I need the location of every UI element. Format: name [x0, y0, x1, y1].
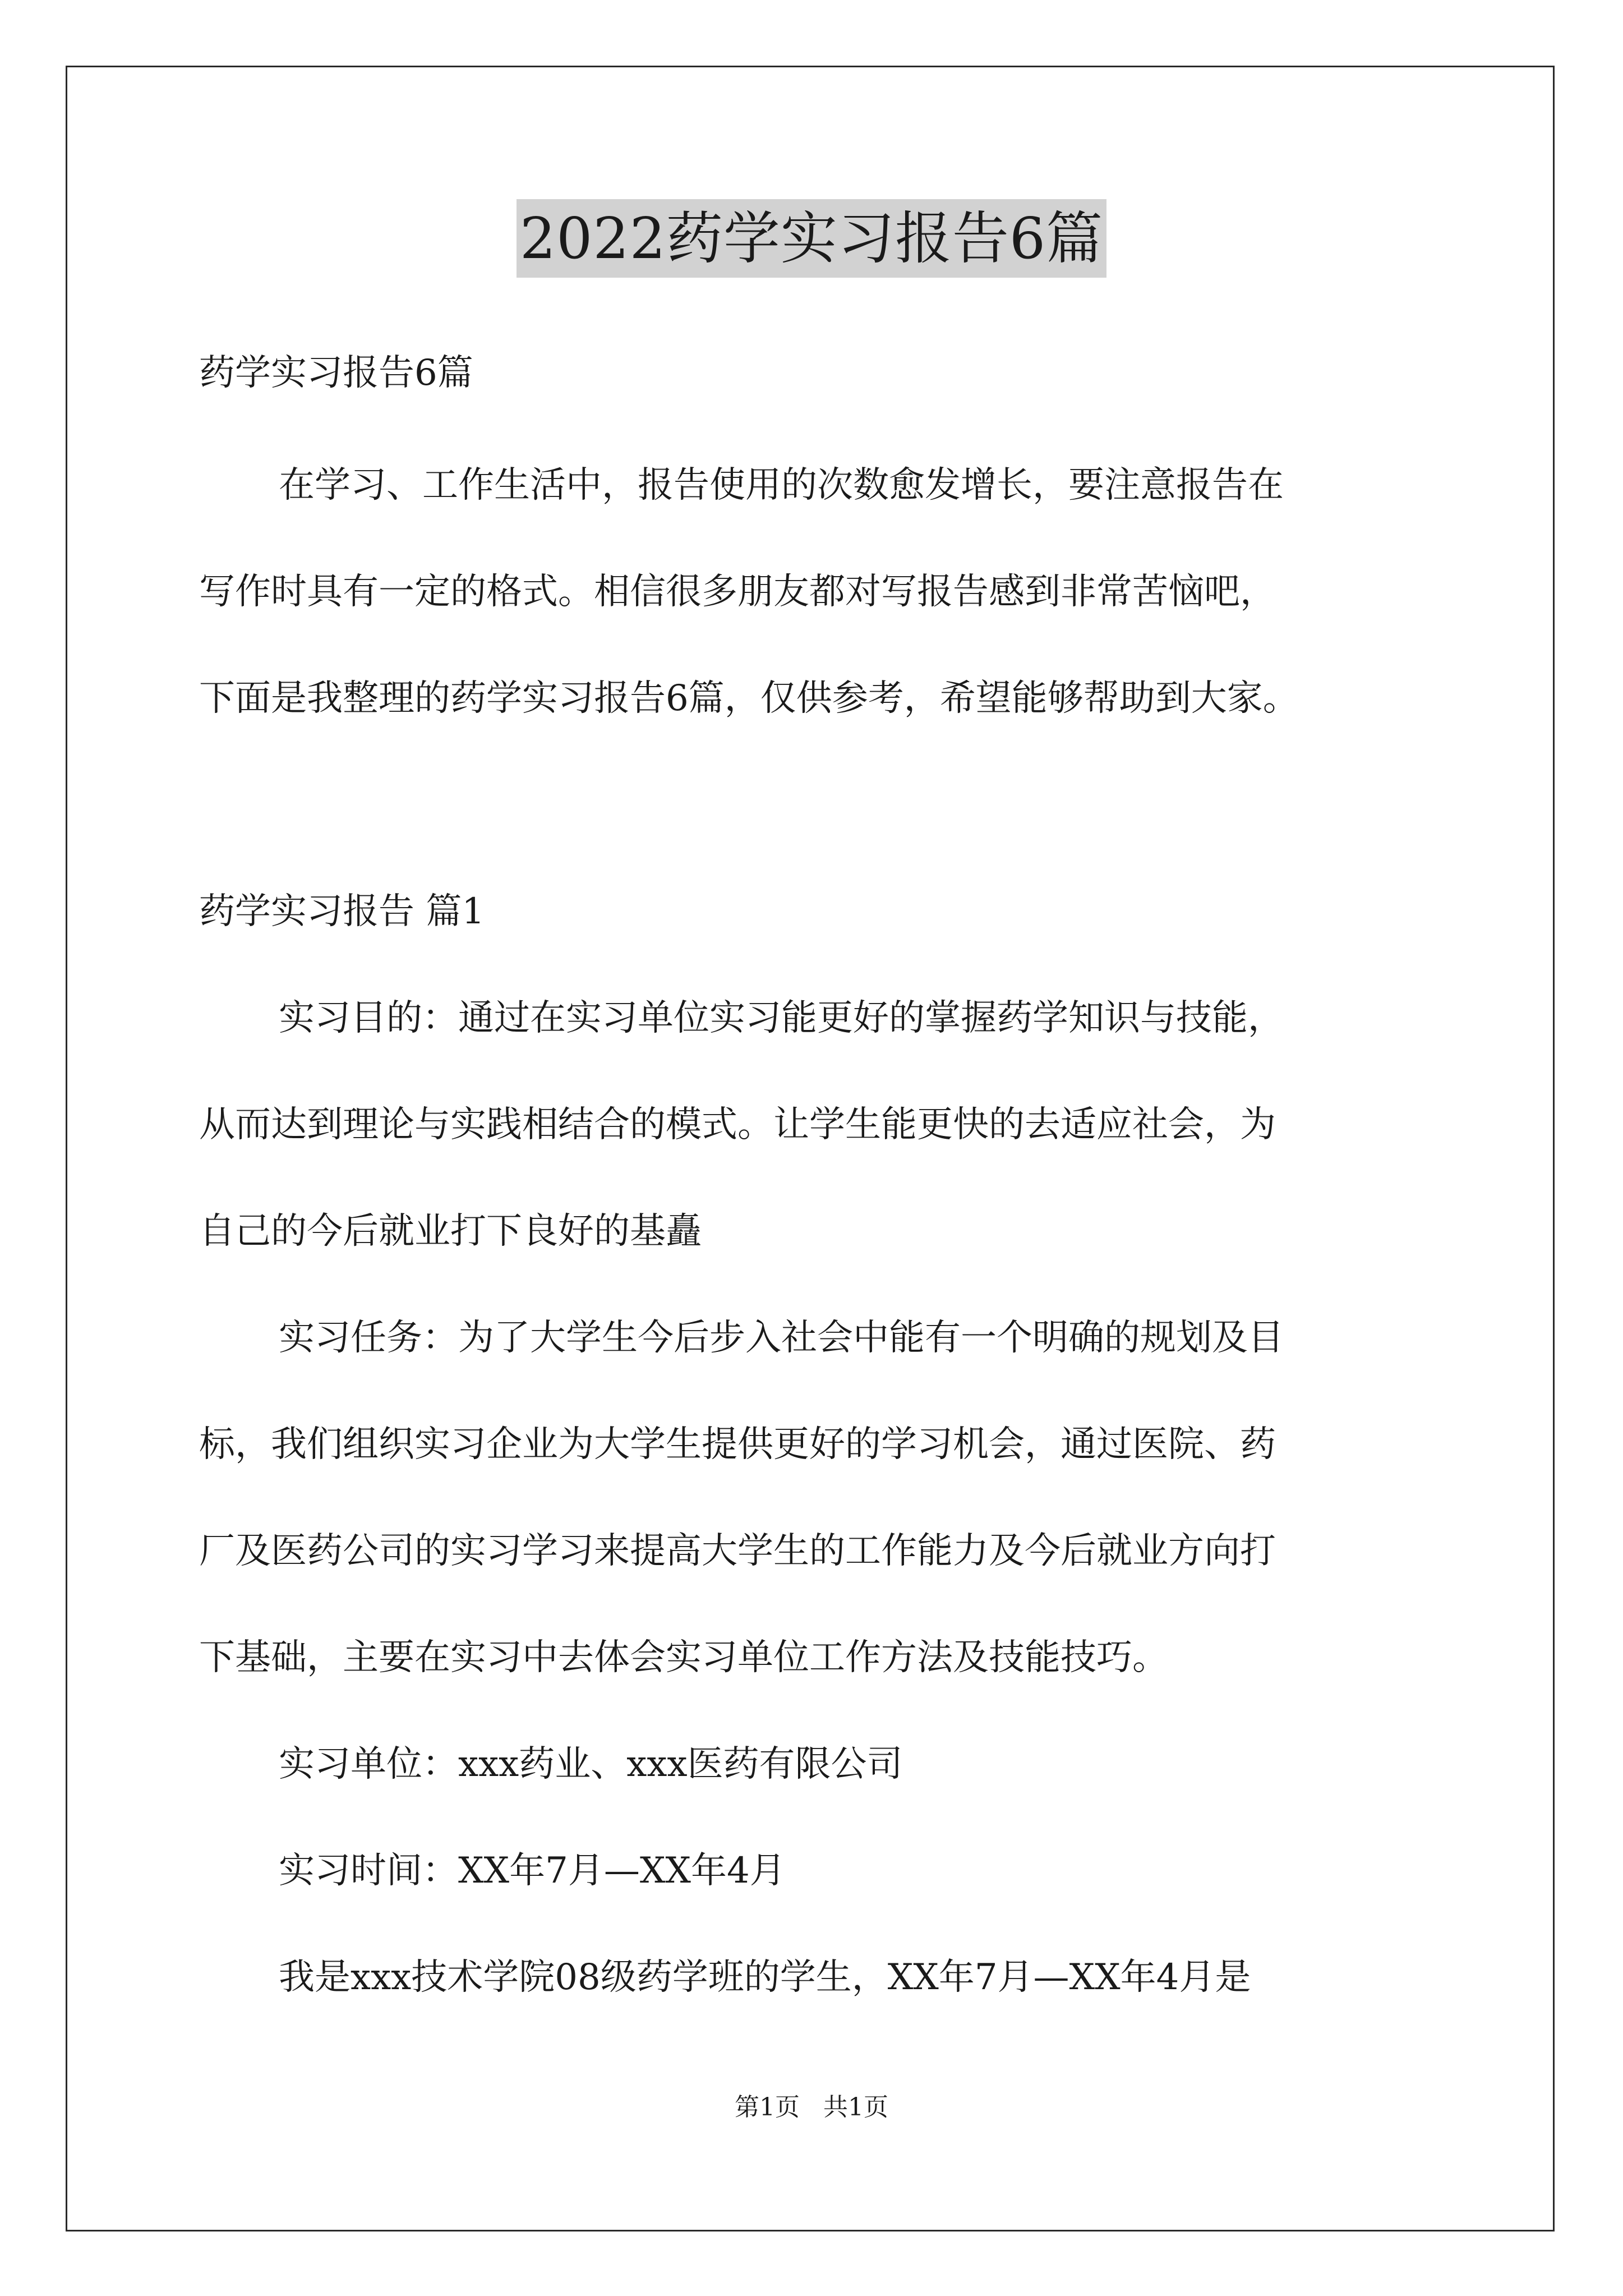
document-title	[0, 199, 1623, 278]
body-line-1: 我是xxx技术学院08级药学班的学生，XX年7月—XX年4月是	[279, 1957, 1251, 1998]
purpose-line-2: 从而达到理论与实践相结合的模式。让学生能更快的去适应社会，为	[199, 1104, 1276, 1145]
task-line-2: 标，我们组织实习企业为大学生提供更好的学习机会，通过医院、药	[199, 1424, 1276, 1465]
purpose-line-3: 自己的今后就业打下良好的基矗	[199, 1211, 702, 1252]
intro-line-3: 下面是我整理的药学实习报告6篇，仅供参考，希望能够帮助到大家。	[199, 678, 1299, 719]
intro-line-1: 在学习、工作生活中，报告使用的次数愈发增长，要注意报告在	[279, 464, 1284, 506]
task-line-1: 实习任务：为了大学生今后步入社会中能有一个明确的规划及目	[279, 1317, 1284, 1359]
intro-line-2: 写作时具有一定的格式。相信很多朋友都对写报告感到非常苦恼吧，	[199, 571, 1276, 613]
purpose-line-1: 实习目的：通过在实习单位实习能更好的掌握药学知识与技能，	[279, 997, 1284, 1039]
page-footer: 第1页 共1页	[735, 2093, 888, 2122]
internship-unit: 实习单位：xxx药业、xxx医药有限公司	[279, 1743, 903, 1785]
document-title-text: 2022药学实习报告6篇	[517, 199, 1106, 278]
section-heading: 药学实习报告 篇1	[199, 891, 485, 932]
internship-time: 实习时间：XX年7月—XX年4月	[279, 1850, 786, 1892]
subtitle: 药学实习报告6篇	[199, 352, 473, 394]
task-line-3: 厂及医药公司的实习学习来提高大学生的工作能力及今后就业方向打	[199, 1530, 1276, 1572]
task-line-4: 下基础，主要在实习中去体会实习单位工作方法及技能技巧。	[199, 1637, 1168, 1678]
